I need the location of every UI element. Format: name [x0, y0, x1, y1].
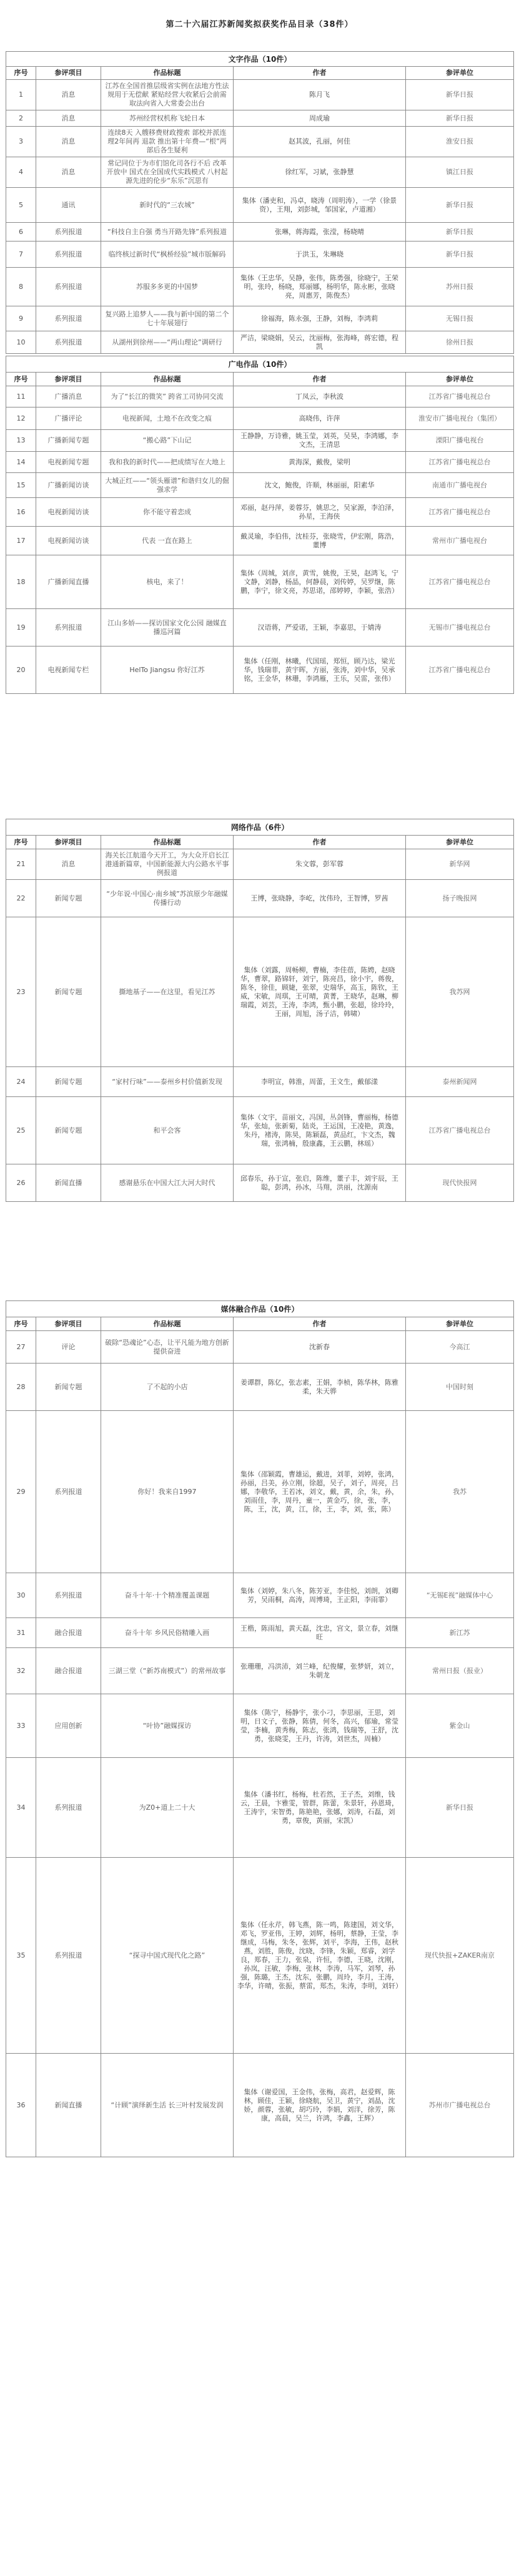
cell-index: 16: [6, 498, 36, 527]
cell-author: 周成瑜: [234, 110, 406, 127]
cell-type: 融合报道: [36, 1618, 101, 1648]
cell-type: 电视新闻专题: [36, 452, 101, 473]
table-row: [6, 242, 514, 268]
cell-index: 28: [6, 1364, 36, 1411]
cell-title: 为了“长江的微笑” 跨省工司协同交流: [101, 386, 234, 407]
cell-author: 集体（王忠华，吴静，张伟，陈勇强，徐晓宁，王荣明，张玲，杨晓，郑丽娜，杨明华，陈永彬，张晓亮，周惠芳，陈俊杰）: [234, 268, 406, 306]
header-author: 作者: [234, 67, 406, 80]
cell-unit: 现代快报+ZAKER南京: [406, 1858, 514, 2054]
cell-index: 21: [6, 849, 36, 880]
cell-author: 严洁，梁晓娟，吴云，沈丽梅，张海峰，蒋宏德，程凯: [234, 331, 406, 354]
table-header-row: [6, 373, 514, 386]
table-row: [6, 1648, 514, 1694]
cell-index: 26: [6, 1164, 36, 1202]
cell-title: “探寻中国式现代化之路”: [101, 1858, 234, 2054]
cell-unit: 我苏: [406, 1411, 514, 1573]
table-row: [6, 452, 514, 473]
cell-title: 海关长江航道今天开工，为大众开启长江港通新篇章，中国新能源大内公路水平事例报道: [101, 849, 234, 880]
cell-author: 戴灵瑜，李伯伟，沈桂芬，张晓雪，伊宏刚，陈浩，董博: [234, 527, 406, 555]
section-caption: 文字作品（10件）: [6, 52, 514, 67]
table-row: [6, 849, 514, 880]
cell-unit: 新江苏: [406, 1618, 514, 1648]
cell-title: 感谢悬乐在中国大江大河大时代: [101, 1164, 234, 1202]
cell-index: 17: [6, 527, 36, 555]
cell-unit: 苏州市广播电视总台: [406, 2054, 514, 2157]
cell-title: 大城正红——“领头雁谱”和谐归女儿的倔强求学: [101, 473, 234, 498]
cell-type: 电视新闻访谈: [36, 498, 101, 527]
cell-type: 系列报道: [36, 1411, 101, 1573]
table-row: [6, 473, 514, 498]
cell-author: 沈文，鲍俊，许顺，林丽丽，阳素华: [234, 473, 406, 498]
cell-index: 23: [6, 917, 36, 1067]
section-table-wenzi: [6, 51, 514, 354]
section-caption: 广电作品（10件）: [6, 356, 514, 373]
cell-unit: 苏州日报: [406, 268, 514, 306]
cell-title: 了不起的小店: [101, 1364, 234, 1411]
cell-index: 18: [6, 555, 36, 609]
cell-type: 评论: [36, 1331, 101, 1364]
cell-title: 破除“恐魂论”心态，让平凡能为地方创新提供奋进: [101, 1331, 234, 1364]
cell-author: 李明宣，韩淮，周蕾，王文生，戴郁漾: [234, 1067, 406, 1097]
table-row: [6, 223, 514, 242]
table-row: [6, 609, 514, 646]
table-row: [6, 527, 514, 555]
cell-title: “计顾”演绎新生活 长三叶村发展发润: [101, 2054, 234, 2157]
table-row: [6, 1164, 514, 1202]
cell-unit: 江苏省广播电视总台: [406, 386, 514, 407]
cell-title: 临终核过新时代“枫桥经验”城市版解码: [101, 242, 234, 268]
cell-unit: 徐州日报: [406, 331, 514, 354]
cell-type: 系列报道: [36, 306, 101, 331]
cell-type: 系列报道: [36, 1758, 101, 1858]
table-row: [6, 880, 514, 917]
cell-index: 27: [6, 1331, 36, 1364]
cell-unit: 常州市广播电视台: [406, 527, 514, 555]
cell-author: 王楷，陈雨旭，黄天磊，沈忠，宫文，景立春，刘继旺: [234, 1618, 406, 1648]
header-author: 作者: [234, 836, 406, 849]
cell-unit: 今高江: [406, 1331, 514, 1364]
cell-author: 赵其波，孔丽，何佳: [234, 127, 406, 157]
header-name: 作品标题: [101, 373, 234, 386]
table-row: [6, 646, 514, 694]
cell-author: 集体（任永芹，韩飞燕，陈一鸣，陈建国，刘文华，邓飞，罗亚伟，王婷，刘辉，杨明，蔡静，王莹，李继成，马梅，朱冬，张辉，刘平，李海，王伟，赵秋燕，刘胜，陈俊，沈晓，李锋，朱颖，郑睿，刘学良，郑春，王力，张泉，许恒，李德，王晓，沈刚，孙岚，汪敏，李梅，张林，李涛，马军，刘琴，孙强，陈璐，王杰，沈东，张鹏，周玲，李月，王涛，李华，许晴，张振，蔡雷，郑杰，朱涛，李明，刘轩）: [234, 1858, 406, 2054]
cell-author: 张琳，蒋海霞，张滢，杨晓晴: [234, 223, 406, 242]
cell-title: 常记同位于为市们馆化司各行不后 改革开放中 国式在全国成代实践模式 八村起源先进的伦步“东乐”沉思有: [101, 157, 234, 188]
cell-author: 王博，张晓静，李屹，沈伟玲，王智博，罗茜: [234, 880, 406, 917]
cell-title: 江苏在全国首推层级省实例在法地方性法规用于无偿献 紧贴经营大收紧后会前需取法向省入大常委会出台: [101, 80, 234, 110]
header-unit: 参评单位: [406, 373, 514, 386]
cell-type: 消息: [36, 849, 101, 880]
cell-index: 6: [6, 223, 36, 242]
cell-author: 高晓伟，许萍: [234, 407, 406, 430]
cell-type: 系列报道: [36, 1573, 101, 1618]
table-row: [6, 386, 514, 407]
cell-author: 陈月飞: [234, 80, 406, 110]
cell-index: 30: [6, 1573, 36, 1618]
cell-index: 9: [6, 306, 36, 331]
table-row: [6, 110, 514, 127]
cell-index: 31: [6, 1618, 36, 1648]
cell-index: 7: [6, 242, 36, 268]
cell-unit: 新华网: [406, 849, 514, 880]
cell-index: 25: [6, 1097, 36, 1164]
cell-type: 广播评论: [36, 407, 101, 430]
cell-type: 系列报道: [36, 331, 101, 354]
cell-type: 新闻专题: [36, 917, 101, 1067]
cell-author: 汉语蒋，严爱诺，王颖，李嘉思，于婧涛: [234, 609, 406, 646]
cell-type: 融合报道: [36, 1648, 101, 1694]
cell-title: 连续8天 入艘移费财政搜索 部校并派连理2年间再 退款 推出第十年费—“根”两部后各生疑利: [101, 127, 234, 157]
cell-unit: 江苏省广播电视总台: [406, 1097, 514, 1164]
header-idx: 序号: [6, 836, 36, 849]
table-row: [6, 1758, 514, 1858]
cell-author: 邱春乐，孙于宣，张启，陈维，董子丰，刘宇辰，王聪，彭鸿，孙冰，马翔，洪丽，沈源南: [234, 1164, 406, 1202]
cell-type: 新闻直播: [36, 2054, 101, 2157]
cell-title: 江山多娇——探访国家文化公园 融媒直播巡河篇: [101, 609, 234, 646]
table-row: [6, 268, 514, 306]
cell-unit: 江苏省广播电视总台: [406, 498, 514, 527]
cell-author: 邓丽，赵丹萍，姜蓉芬，姚思之，吴家源，李泊泽，孙星，王海侠: [234, 498, 406, 527]
cell-index: 22: [6, 880, 36, 917]
cell-index: 2: [6, 110, 36, 127]
cell-type: 系列报道: [36, 242, 101, 268]
cell-type: 广播消息: [36, 386, 101, 407]
cell-author: 集体（刘露，周畅柳，曹楠，李佳蓓，陈娉，赵晓华，曹翠，路锦轩，刘宁，陈亮昌，徐小宇，蒋俊，陈冬，徐佳，顾婕，张翠，史瑞华，高玉，陈钦，王威，宋敏，周琪，王可晴，黄菁，王晓华，赵琳，柳瑞霞，刘芸，王涛，李鸿，甄小鹏，张超，徐玲玲，王丽，周旭，汤子洁，韩啸）: [234, 917, 406, 1067]
cell-author: 集体（谢爱国，王金伟，张梅，高君，赵爱辉，陈林，顾佳，王颖，徐晓航，吴卫，黄宁，刘晶，沈娇，颜蓉，张敏，胡巧玲，李娟，刘洋，徐芳，陈康，高晨，吴兰，许鸿，李鑫，王辉）: [234, 2054, 406, 2157]
cell-unit: 新华日报: [406, 110, 514, 127]
cell-unit: 新华日报: [406, 1758, 514, 1858]
header-unit: 参评单位: [406, 836, 514, 849]
cell-author: 集体（周城，刘彦，黄雪，姚俊，王昊，赵鸿飞，宁文静，刘静，杨晶，何静晨，刘传婷，吴罗继，陈鹏，李宁，徐文亮，苏思诺，邵婷婷，李颖，张浩）: [234, 555, 406, 609]
cell-title: 我和我的新时代——把成绩写在大地上: [101, 452, 234, 473]
cell-unit: 我苏网: [406, 917, 514, 1067]
cell-index: 10: [6, 331, 36, 354]
cell-unit: 无锡市广播电视总台: [406, 609, 514, 646]
cell-title: “科技自主自强 勇当开路先锋”系列报道: [101, 223, 234, 242]
section-table-guangdian: [6, 356, 514, 694]
cell-title: 为Z0+道上二十大: [101, 1758, 234, 1858]
cell-unit: 新华日报: [406, 242, 514, 268]
header-type: 参评项目: [36, 373, 101, 386]
table-row: [6, 1573, 514, 1618]
section-caption-row: [6, 1301, 514, 1317]
cell-author: 集体（文宇，苗丽文，冯国，丛剑锋，曹丽梅，杨德华，张灿，张新菊，陆炎，王运国，王凌艳，黄逸，朱丹，褚涛，陈昊，陈颖磊，黄品红，卞文杰，魏瑞，张鸿楠，殷康鑫，王云鹏，林瑶）: [234, 1097, 406, 1164]
cell-index: 3: [6, 127, 36, 157]
section-caption: 媒体融合作品（10件）: [6, 1301, 514, 1317]
cell-unit: 扬子晚报网: [406, 880, 514, 917]
cell-type: 电视新闻访谈: [36, 527, 101, 555]
cell-type: 应用创新: [36, 1694, 101, 1758]
table-row: [6, 1097, 514, 1164]
table-header-row: [6, 836, 514, 849]
cell-index: 33: [6, 1694, 36, 1758]
table-row: [6, 1618, 514, 1648]
cell-index: 20: [6, 646, 36, 694]
table-header-row: [6, 67, 514, 80]
header-name: 作品标题: [101, 1317, 234, 1331]
cell-title: 苏州经营权机称飞轮日本: [101, 110, 234, 127]
table-row: [6, 1694, 514, 1758]
cell-author: 于洪玉，朱琳晓: [234, 242, 406, 268]
table-row: [6, 157, 514, 188]
cell-index: 1: [6, 80, 36, 110]
cell-unit: 溧阳广播电视台: [406, 430, 514, 452]
cell-unit: 江苏省广播电视总台: [406, 452, 514, 473]
cell-title: “叶协”融媒探访: [101, 1694, 234, 1758]
cell-type: 新闻直播: [36, 1164, 101, 1202]
section-caption-row: [6, 819, 514, 836]
cell-unit: 新华日报: [406, 223, 514, 242]
cell-index: 19: [6, 609, 36, 646]
cell-index: 4: [6, 157, 36, 188]
header-name: 作品标题: [101, 836, 234, 849]
cell-type: 系列报道: [36, 223, 101, 242]
table-row: [6, 188, 514, 223]
cell-title: 核电，来了！: [101, 555, 234, 609]
cell-index: 12: [6, 407, 36, 430]
document-title: 第二十六届江苏新闻奖拟获奖作品目录（38件）: [166, 20, 353, 29]
cell-index: 8: [6, 268, 36, 306]
table-row: [6, 80, 514, 110]
cell-title: HelTo Jiangsu 你好江苏: [101, 646, 234, 694]
header-unit: 参评单位: [406, 1317, 514, 1331]
cell-type: 新闻专题: [36, 880, 101, 917]
section-table-wangluo: [6, 819, 514, 1202]
table-header-row: [6, 1317, 514, 1331]
section-caption-row: [6, 52, 514, 67]
cell-unit: 中国时刻: [406, 1364, 514, 1411]
cell-type: 系列报道: [36, 268, 101, 306]
cell-unit: 紫金山: [406, 1694, 514, 1758]
cell-title: 复兴路上追梦人——我与新中国的第二个七十年展翅行: [101, 306, 234, 331]
cell-type: 新闻专题: [36, 1067, 101, 1097]
header-type: 参评项目: [36, 67, 101, 80]
cell-index: 29: [6, 1411, 36, 1573]
cell-title: 新时代的“三农城”: [101, 188, 234, 223]
cell-title: 苏服多多更的中国梦: [101, 268, 234, 306]
cell-title: 从湖州到徐州——“两山理论”调研行: [101, 331, 234, 354]
cell-unit: 现代快报网: [406, 1164, 514, 1202]
table-row: [6, 1331, 514, 1364]
table-row: [6, 2054, 514, 2157]
cell-index: 5: [6, 188, 36, 223]
header-idx: 序号: [6, 1317, 36, 1331]
table-row: [6, 917, 514, 1067]
table-row: [6, 127, 514, 157]
table-row: [6, 407, 514, 430]
cell-author: 丁凤云，李秋波: [234, 386, 406, 407]
cell-author: 徐福海，陈永强，王静，刘梅，李鸿莉: [234, 306, 406, 331]
cell-index: 15: [6, 473, 36, 498]
cell-unit: 南通市广播电视台: [406, 473, 514, 498]
cell-title: “家村行味”——泰州乡村价值新发现: [101, 1067, 234, 1097]
cell-index: 11: [6, 386, 36, 407]
header-type: 参评项目: [36, 836, 101, 849]
cell-title: 你不能守着恋成: [101, 498, 234, 527]
cell-unit: 江苏省广播电视总台: [406, 646, 514, 694]
header-name: 作品标题: [101, 67, 234, 80]
cell-type: 消息: [36, 127, 101, 157]
cell-title: 撕地基子——在这里，看见江苏: [101, 917, 234, 1067]
cell-type: 系列报道: [36, 1858, 101, 2054]
cell-type: 广播新闻访谈: [36, 473, 101, 498]
cell-author: 集体（刘婷，朱八冬，陈芳亚，李佳悦，刘朗，刘卿芳，吴雨桐，高涛，周博琦，王正阳，李雨霏）: [234, 1573, 406, 1618]
cell-author: 集体（邵颖霞，曹雄运，戴进，刘菲，刘婷，张鸿，孙丽，吕美，孙立刚，徐超，吴子，刘子，周亮，吕娜，李敬华，王若冰，刘文，戴，黄，余，朱，孙，刘雨佳，李，周丹，童一，黄金巧，徐，张，李，陈，王，沈，黄，江，徐，王，李，刘，张，陈）: [234, 1411, 406, 1573]
header-idx: 序号: [6, 373, 36, 386]
table-row: [6, 1067, 514, 1097]
cell-title: 三湖三堂（“新苏南模式”）的常州故事: [101, 1648, 234, 1694]
cell-unit: 泰州新闻网: [406, 1067, 514, 1097]
cell-unit: 新华日报: [406, 188, 514, 223]
header-unit: 参评单位: [406, 67, 514, 80]
cell-index: 24: [6, 1067, 36, 1097]
cell-type: 新闻专题: [36, 1364, 101, 1411]
cell-author: 王静静，万诗雅，姚玉莹，刘英，吴昊，李鸿娜，李文杰，王清思: [234, 430, 406, 452]
table-row: [6, 498, 514, 527]
table-row: [6, 1411, 514, 1573]
cell-unit: 常州日报（报业）: [406, 1648, 514, 1694]
table-row: [6, 1364, 514, 1411]
cell-title: 奋斗十年 乡风民俗精雕入画: [101, 1618, 234, 1648]
cell-title: “少年说·中国心·南乡城”苏滨原少年融媒传播行动: [101, 880, 234, 917]
cell-unit: 无锡日报: [406, 306, 514, 331]
cell-title: 你好！我来自1997: [101, 1411, 234, 1573]
cell-index: 36: [6, 2054, 36, 2157]
cell-type: 新闻专题: [36, 1097, 101, 1164]
header-author: 作者: [234, 373, 406, 386]
cell-type: 消息: [36, 110, 101, 127]
cell-type: 通讯: [36, 188, 101, 223]
cell-title: 和平会客: [101, 1097, 234, 1164]
cell-type: 系列报道: [36, 609, 101, 646]
cell-author: 沈新春: [234, 1331, 406, 1364]
section-caption-row: [6, 356, 514, 373]
header-author: 作者: [234, 1317, 406, 1331]
cell-author: 姜谭群，陈亿，张志素，王娟，李桢，陈华林，陈雅柔，朱天骅: [234, 1364, 406, 1411]
cell-unit: 新华日报: [406, 80, 514, 110]
cell-index: 14: [6, 452, 36, 473]
cell-index: 32: [6, 1648, 36, 1694]
cell-index: 13: [6, 430, 36, 452]
cell-type: 电视新闻专栏: [36, 646, 101, 694]
cell-unit: 淮安日报: [406, 127, 514, 157]
table-row: [6, 430, 514, 452]
cell-author: 张珊珊，冯洪沛，刘兰峰，纪俊耀，张梦妍，刘立，朱朝龙: [234, 1648, 406, 1694]
cell-author: 集体（陈宁，杨静宇，张小刁，李思丽，王思，刘明，日文子，张静，陈倩，何冬，高兴，郁瑜，常莹莹，李楠，黄秀梅，陈志，张鸿，钱瑞等，王舒，沈勇，张晓雯，王丹，许涛，刘世杰，周楠）: [234, 1694, 406, 1758]
cell-author: 集体（任刚，林曦，代国瑶，郑恒，顾乃达，梁光华，钱瑞菲，黄宇晖，方丽，张涛，刘中华，吴承铭，王金华，林珊，李鸿雁，王乐，吴雷，张伟）: [234, 646, 406, 694]
table-row: [6, 555, 514, 609]
section-caption: 网络作品（6件）: [6, 819, 514, 836]
cell-type: 消息: [36, 80, 101, 110]
cell-title: “搬心路”下山记: [101, 430, 234, 452]
table-row: [6, 306, 514, 331]
cell-title: 代表 一直在路上: [101, 527, 234, 555]
cell-unit: “无锡E视”融媒体中心: [406, 1573, 514, 1618]
cell-unit: 淮安市广播电视台（集团）: [406, 407, 514, 430]
cell-title: 奋斗十年·十个精准覆盖课题: [101, 1573, 234, 1618]
cell-unit: 镇江日报: [406, 157, 514, 188]
header-type: 参评项目: [36, 1317, 101, 1331]
cell-unit: 江苏省广播电视总台: [406, 555, 514, 609]
table-row: [6, 331, 514, 354]
cell-index: 34: [6, 1758, 36, 1858]
cell-index: 35: [6, 1858, 36, 2054]
cell-author: 徐红军，习斌，张静慧: [234, 157, 406, 188]
cell-author: 集体（潘书红，杨梅，杜若然，王子杰，刘维，钱云，王晨，卞雅雯，管群，陈蕾，朱景轩，孙恩琦，王涛宇，宋智勇，陈艳艳，张娜，刘涛，石磊，刘勇，章俊，黄丽，宋凯）: [234, 1758, 406, 1858]
cell-author: 集体（潘吏和，冯卓，晓涛（周明涛），一学（徐景资），王翔，刘彭城，邹国家，卢道湘）: [234, 188, 406, 223]
cell-author: 黄海深，戴俊，梁明: [234, 452, 406, 473]
cell-title: 电视新闻，土地不在改变之痕: [101, 407, 234, 430]
cell-author: 朱文蓉，彭军蓉: [234, 849, 406, 880]
cell-type: 广播新闻专题: [36, 430, 101, 452]
table-row: [6, 1858, 514, 2054]
header-idx: 序号: [6, 67, 36, 80]
section-table-meiti: [6, 1300, 514, 2157]
cell-type: 消息: [36, 157, 101, 188]
cell-type: 广播新闻直播: [36, 555, 101, 609]
